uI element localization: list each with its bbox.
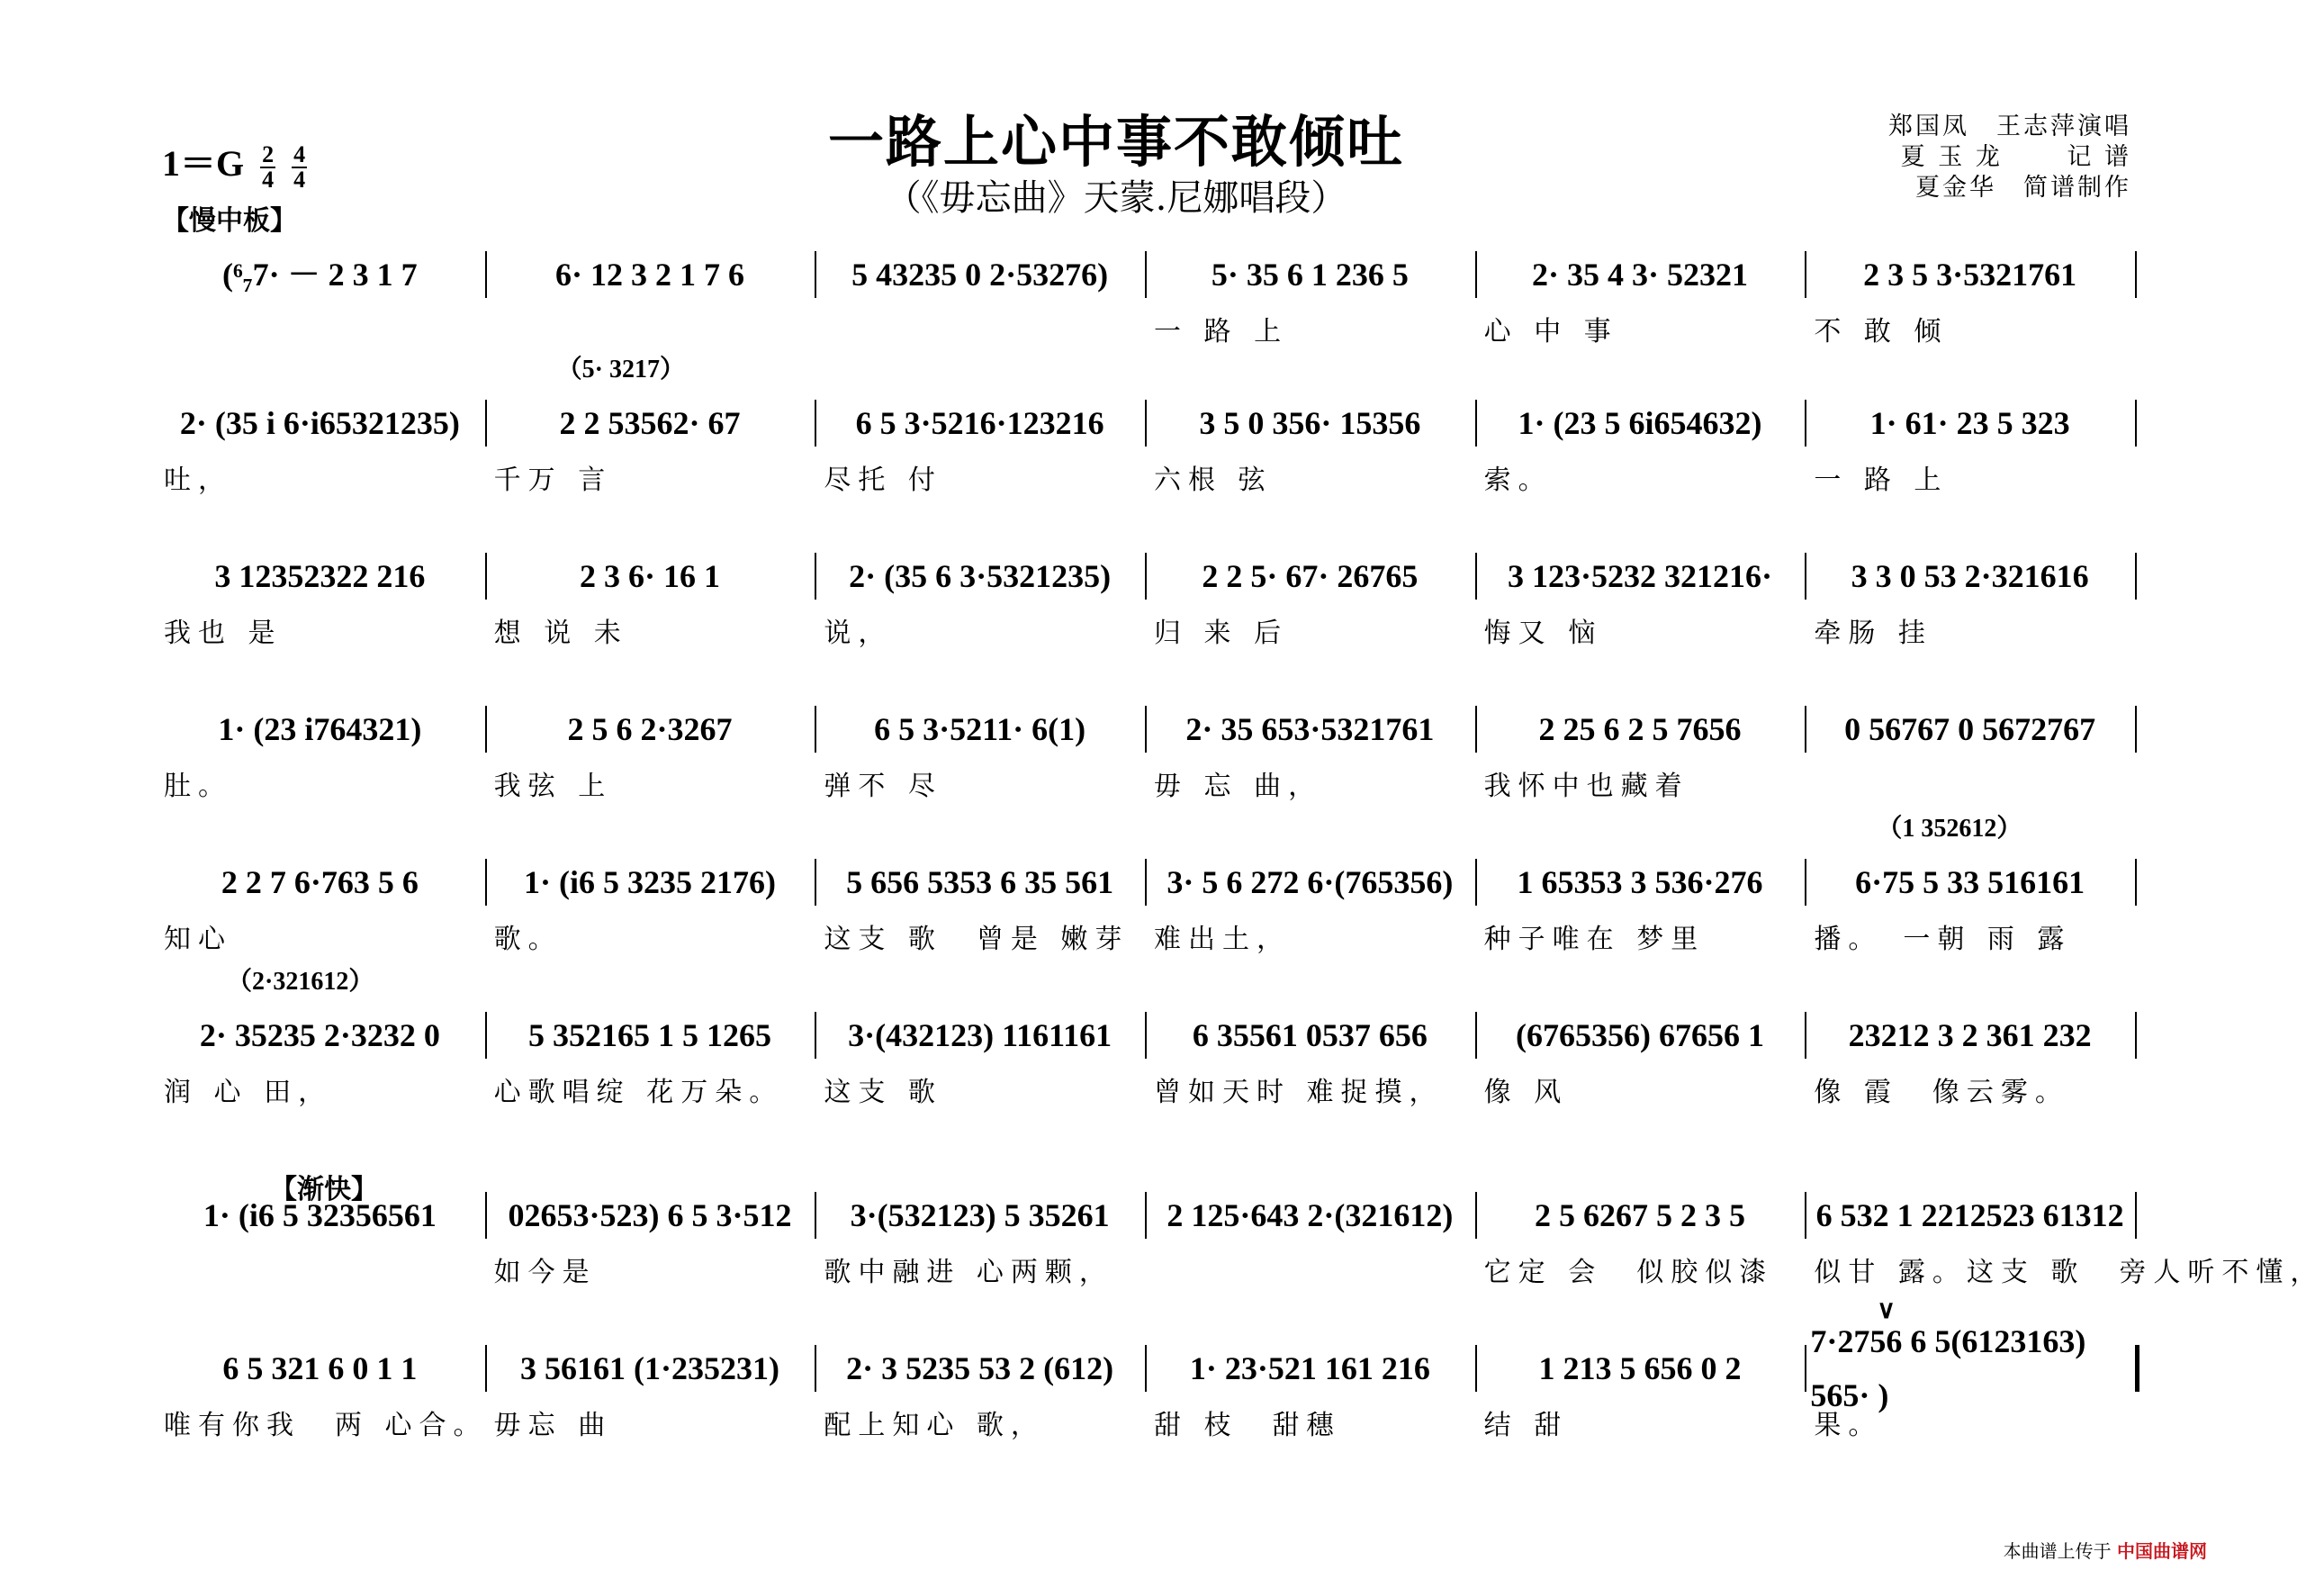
lyric-segment: 果。 bbox=[1814, 1410, 1883, 1441]
measure: 23212 3 2 361 232 bbox=[1848, 1017, 2092, 1053]
barline bbox=[1145, 1345, 1147, 1392]
barline bbox=[1805, 706, 1806, 753]
measure: 2 3 5 3·5321761 bbox=[1863, 257, 2077, 293]
measure: 1· 61· 23 5 323 bbox=[1869, 405, 2070, 441]
lyric-segment: 结 甜 bbox=[1483, 1410, 1569, 1441]
barline bbox=[1145, 251, 1147, 298]
barline bbox=[485, 400, 487, 447]
page-subtitle: （《毋忘曲》天蒙.尼娜唱段） bbox=[885, 177, 1347, 219]
measure: 2 5 6 2·3267 bbox=[567, 711, 733, 747]
lyric-segment: 我也 是 bbox=[164, 618, 283, 649]
notation-line bbox=[0, 1008, 2232, 1062]
lyric-segment: 心 中 事 bbox=[1483, 316, 1618, 347]
lyric-segment: 肚。 bbox=[164, 771, 232, 802]
lyric-segment: 这支 歌 bbox=[824, 1077, 942, 1108]
barline bbox=[2135, 1192, 2137, 1239]
footer-text: 本曲谱上传于 bbox=[2003, 1540, 2112, 1562]
lyric-segment: 难出土， bbox=[1154, 924, 1291, 955]
lyric-segment: 似甘 露。这支 歌 旁人听不懂， bbox=[1814, 1257, 2324, 1288]
lyric-segment: 唯有你我 两 心合。 bbox=[164, 1410, 488, 1441]
barline bbox=[1805, 1192, 1806, 1239]
measure: 3· 5 6 272 6·(765356) bbox=[1167, 864, 1454, 900]
lyric-segment: 索。 bbox=[1483, 465, 1553, 496]
credit-performers: 郑国凤 王志萍演唱 bbox=[1888, 113, 2131, 140]
barline bbox=[815, 553, 816, 600]
lyric-segment: 我弦 上 bbox=[493, 771, 613, 802]
footer bbox=[2004, 1537, 2207, 1563]
barline bbox=[2135, 706, 2137, 753]
barline bbox=[485, 859, 487, 906]
lyric-segment: 想 说 未 bbox=[493, 618, 628, 649]
measure: 02653·523) 6 5 3·512 bbox=[508, 1197, 792, 1233]
measure: 3 12352322 216 bbox=[214, 558, 426, 594]
barline bbox=[815, 706, 816, 753]
lyric-segment: 配上知心 歌， bbox=[824, 1410, 1045, 1441]
measure: 3 3 0 53 2·321616 bbox=[1851, 558, 2089, 594]
measure: 6 35561 0537 656 bbox=[1192, 1017, 1428, 1053]
measure: 3·(532123) 5 35261 bbox=[850, 1197, 1110, 1233]
measure: 6· 12 3 2 1 7 6 bbox=[554, 257, 744, 293]
barline bbox=[1475, 706, 1477, 753]
lyric-segment: 心歌唱绽 花万朵。 bbox=[493, 1077, 784, 1108]
notation-line bbox=[0, 1323, 2232, 1413]
lyric-line bbox=[0, 767, 2232, 807]
tempo-mark-faster: 【渐快】 bbox=[270, 1174, 378, 1205]
lyric-segment: 播。 一朝 雨 露 bbox=[1814, 924, 2072, 955]
barline bbox=[2135, 400, 2137, 447]
lyric-segment: 我怀中也藏着 bbox=[1483, 771, 1689, 802]
barline bbox=[2135, 859, 2137, 906]
measure: 3 5 0 356· 15356 bbox=[1199, 405, 1421, 441]
measure: 1· (23 i764321) bbox=[218, 711, 422, 747]
lyric-line bbox=[0, 1073, 2232, 1113]
measure: 2· (35 i 6·i65321235) bbox=[179, 405, 460, 441]
barline bbox=[1805, 859, 1806, 906]
barline bbox=[485, 553, 487, 600]
site-logo: 中国曲谱网 bbox=[2117, 1540, 2207, 1562]
measure: 5· 35 6 1 236 5 bbox=[1211, 257, 1409, 293]
lyric-segment: 如今是 bbox=[493, 1257, 597, 1288]
measure: 2· (35 6 3·5321235) bbox=[849, 558, 1112, 594]
lyric-segment: 知心 bbox=[164, 924, 232, 955]
lyric-segment: 像 风 bbox=[1483, 1077, 1569, 1108]
barline bbox=[1475, 553, 1477, 600]
barline bbox=[815, 1192, 816, 1239]
measure: 5 352165 1 5 1265 bbox=[527, 1017, 771, 1053]
barline bbox=[485, 1192, 487, 1239]
measure: 3 56161 (1·235231) bbox=[519, 1350, 779, 1386]
lyric-segment: 尽托 付 bbox=[824, 465, 942, 496]
measure: 5 656 5353 6 35 561 bbox=[846, 864, 1114, 900]
barline bbox=[1475, 859, 1477, 906]
lyric-line bbox=[0, 461, 2232, 501]
barline bbox=[815, 1345, 816, 1392]
credit-typesetter: 夏金华 简谱制作 bbox=[1915, 174, 2131, 202]
barline bbox=[1475, 251, 1477, 298]
barline bbox=[2135, 251, 2137, 298]
lyric-segment: 它定 会 似胶似漆 bbox=[1483, 1257, 1774, 1288]
measure: 7·2756 6 5(6123163) 565· ) bbox=[1810, 1323, 2086, 1413]
lyric-segment: 这支 歌 曾是 嫩芽 bbox=[824, 924, 1130, 955]
measure: 5 43235 0 2·53276) bbox=[851, 257, 1109, 293]
measure: 2· 35 653·5321761 bbox=[1185, 711, 1435, 747]
lyric-segment: 曾如天时 难捉摸， bbox=[1154, 1077, 1444, 1108]
barline bbox=[2135, 1012, 2137, 1059]
measure: 2 3 6· 16 1 bbox=[579, 558, 720, 594]
barline bbox=[1145, 400, 1147, 447]
lyric-segment: 六根 弦 bbox=[1154, 465, 1273, 496]
final-barline bbox=[2135, 1345, 2139, 1392]
measure: (⁶₇7· － 2 3 1 7 bbox=[222, 257, 418, 293]
barline bbox=[1805, 1345, 1806, 1392]
page-title: 一路上心中事不敢倾吐 bbox=[827, 109, 1404, 175]
measure: 1· (i6 5 3235 2176) bbox=[523, 864, 776, 900]
lyric-segment: 弹不 尽 bbox=[824, 771, 942, 802]
lyric-segment: 毋忘 曲 bbox=[493, 1410, 613, 1441]
lyric-segment: 千万 言 bbox=[493, 465, 613, 496]
lyric-segment: 不 敢 倾 bbox=[1814, 316, 1949, 347]
measure: (6765356) 67656 1 bbox=[1515, 1017, 1764, 1053]
lyric-segment: 一 路 上 bbox=[1814, 465, 1949, 496]
barline bbox=[1805, 251, 1806, 298]
lyric-segment: 悔又 恼 bbox=[1483, 618, 1603, 649]
barline bbox=[815, 1012, 816, 1059]
time-signature-4-4: $\frac{4}{4}$ bbox=[293, 140, 306, 193]
measure: 2 2 53562· 67 bbox=[559, 405, 741, 441]
notation-line bbox=[0, 702, 2232, 756]
lyric-segment: 甜 枝 甜穗 bbox=[1154, 1410, 1341, 1441]
notation-line bbox=[0, 248, 2232, 302]
lyric-line bbox=[0, 1406, 2232, 1446]
barline bbox=[1145, 706, 1147, 753]
credit-transcriber: 夏 玉 龙 记 谱 bbox=[1900, 143, 2131, 171]
measure: 3·(432123) 1161161 bbox=[848, 1017, 1112, 1053]
barline bbox=[815, 859, 816, 906]
measure: 6 5 3·5216·123216 bbox=[855, 405, 1104, 441]
lyric-line bbox=[0, 312, 2232, 352]
notation-line bbox=[0, 855, 2232, 909]
notation-line bbox=[0, 396, 2232, 450]
time-signature-2-4: $\frac{2}{4}$ bbox=[262, 140, 275, 193]
measure: 6 5 321 6 0 1 1 bbox=[222, 1350, 418, 1386]
measure: 1 213 5 656 0 2 bbox=[1538, 1350, 1742, 1386]
barline bbox=[1475, 1012, 1477, 1059]
measure: 6 532 1 2212523 61312 bbox=[1815, 1197, 2124, 1233]
barline bbox=[485, 1012, 487, 1059]
barline bbox=[1475, 1345, 1477, 1392]
notation-line bbox=[0, 549, 2232, 603]
lyric-segment: 毋 忘 曲， bbox=[1154, 771, 1323, 802]
lyric-segment: 歌。 bbox=[493, 924, 563, 955]
barline bbox=[1475, 400, 1477, 447]
ornament-notation: （5· 3217） bbox=[556, 356, 685, 383]
measure: 1 65353 3 536·276 bbox=[1517, 864, 1763, 900]
measure: 1· 23·521 161 216 bbox=[1189, 1350, 1430, 1386]
lyric-segment: 归 来 后 bbox=[1154, 618, 1289, 649]
measure: 3 123·5232 321216· bbox=[1507, 558, 1772, 594]
barline bbox=[1805, 400, 1806, 447]
barline bbox=[485, 251, 487, 298]
measure: 6 5 3·5211· 6(1) bbox=[874, 711, 1086, 747]
tempo-mark-slow: 【慢中板】 bbox=[162, 205, 297, 237]
barline bbox=[2135, 553, 2137, 600]
ornament-notation: （2·321612） bbox=[227, 968, 374, 996]
barline bbox=[485, 706, 487, 753]
measure: 6·75 5 33 516161 bbox=[1855, 864, 2085, 900]
barline bbox=[485, 1345, 487, 1392]
lyric-segment: 一 路 上 bbox=[1154, 316, 1289, 347]
lyric-line bbox=[0, 1253, 2324, 1293]
barline bbox=[1805, 553, 1806, 600]
lyric-segment: 润 心 田， bbox=[164, 1077, 333, 1108]
key-label: 1＝G bbox=[162, 143, 245, 184]
measure: 2 125·643 2·(321612) bbox=[1167, 1197, 1454, 1233]
measure: 0 56767 0 5672767 bbox=[1844, 711, 2096, 747]
measure: 1· (23 5 6i654632) bbox=[1518, 405, 1762, 441]
barline bbox=[1145, 859, 1147, 906]
lyric-segment: 吐， bbox=[164, 465, 232, 496]
barline bbox=[815, 400, 816, 447]
barline bbox=[1805, 1012, 1806, 1059]
measure: 2 2 7 6·763 5 6 bbox=[221, 864, 419, 900]
key-signature bbox=[162, 135, 307, 192]
lyric-segment: 歌中融进 心两颗， bbox=[824, 1257, 1113, 1288]
measure: 2 5 6267 5 2 3 5 bbox=[1534, 1197, 1745, 1233]
lyric-segment: 像 霞 像云雾。 bbox=[1814, 1077, 2069, 1108]
notation-line bbox=[0, 1188, 2232, 1242]
barline bbox=[1145, 1012, 1147, 1059]
measure: 2· 35235 2·3232 0 bbox=[199, 1017, 440, 1053]
barline bbox=[1475, 1192, 1477, 1239]
measure: 2 2 5· 67· 26765 bbox=[1202, 558, 1419, 594]
lyric-segment: 种子唯在 梦里 bbox=[1483, 924, 1706, 955]
barline bbox=[1145, 1192, 1147, 1239]
lyric-segment: 说， bbox=[824, 618, 893, 649]
lyric-line bbox=[0, 920, 2232, 960]
ornament-notation: ∨ bbox=[1877, 1296, 1896, 1324]
measure: 1· (i6 5 32356561 bbox=[203, 1197, 437, 1233]
ornament-notation: （1 352612） bbox=[1877, 815, 2022, 843]
barline bbox=[815, 251, 816, 298]
lyric-segment: 牵肠 挂 bbox=[1814, 618, 1932, 649]
measure: 2 25 6 2 5 7656 bbox=[1538, 711, 1742, 747]
barline bbox=[1145, 553, 1147, 600]
measure: 2· 35 4 3· 52321 bbox=[1531, 257, 1748, 293]
measure: 2· 3 5235 53 2 (612) bbox=[846, 1350, 1114, 1386]
lyric-line bbox=[0, 614, 2232, 654]
